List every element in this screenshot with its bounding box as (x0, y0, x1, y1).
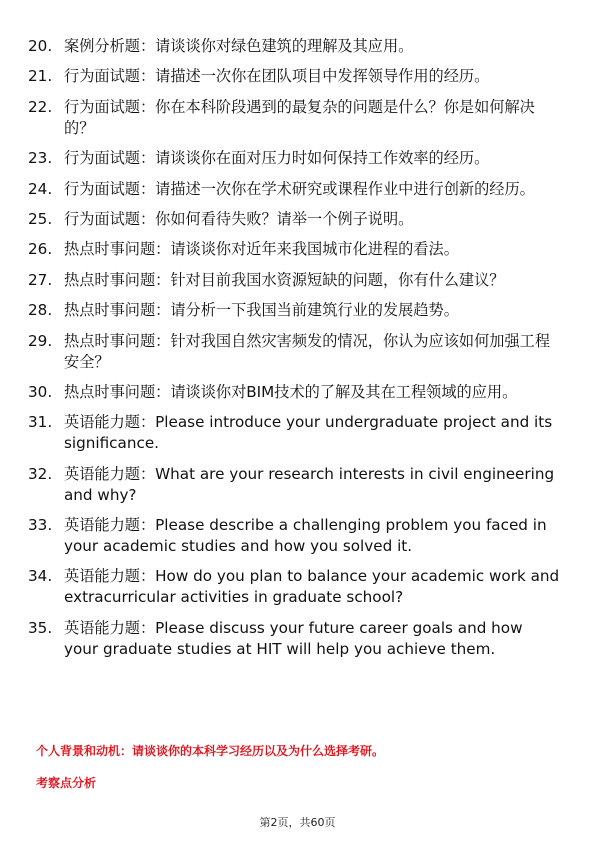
list-item (28, 179, 560, 200)
item-number: 25. (28, 209, 53, 228)
list-item (28, 270, 560, 291)
item-text: 热点时事问题：请分析一下我国当前建筑行业的发展趋势。 (64, 301, 459, 320)
list-item (28, 464, 560, 506)
item-number: 34. (28, 567, 53, 586)
list-item (28, 412, 560, 454)
item-number: 23. (28, 149, 53, 168)
item-number: 33. (28, 516, 53, 535)
list-item (28, 36, 560, 57)
list-item (28, 566, 560, 608)
section-heading: 个人背景和动机：请谈谈你的本科学习经历以及为什么选择考研。 (36, 744, 385, 758)
item-number: 26. (28, 240, 53, 259)
item-number: 29. (28, 331, 53, 350)
page-footer: 第2页，共60页 (259, 816, 336, 829)
list-item (28, 618, 560, 660)
section-subheading: 考察点分析 (36, 776, 97, 790)
item-text: 英语能力题：Please introduce your undergraduate project and its significance. (64, 413, 553, 453)
item-text: 英语能力题：How do you plan to balance your academic work and extracurricular activities in graduate school? (64, 567, 560, 607)
item-number: 24. (28, 179, 53, 198)
item-text: 热点时事问题：请谈谈你对近年来我国城市化进程的看法。 (64, 240, 459, 259)
item-text: 英语能力题：What are your research interests in civil engineering and why? (64, 464, 555, 504)
list-item (28, 331, 560, 373)
item-text: 热点时事问题：针对目前我国水资源短缺的问题，你有什么建议？ (64, 270, 505, 289)
item-text: 行为面试题：请描述一次你在学术研究或课程作业中进行创新的经历。 (64, 179, 535, 198)
item-number: 21. (28, 67, 53, 86)
item-number: 28. (28, 301, 53, 320)
list-item (28, 300, 560, 321)
list-item (28, 239, 560, 260)
item-text: 热点时事问题：针对我国自然灾害频发的情况，你认为应该如何加强工程安全？ (64, 331, 550, 371)
item-text: 行为面试题：你在本科阶段遇到的最复杂的问题是什么？你是如何解决的？ (64, 97, 535, 137)
item-number: 32. (28, 464, 53, 483)
item-number: 30. (28, 382, 53, 401)
question-list (28, 36, 560, 669)
item-text: 行为面试题：你如何看待失败？请举一个例子说明。 (64, 209, 414, 228)
item-text: 英语能力题：Please describe a challenging problem you faced in your academic studies and how you solved it. (64, 516, 547, 556)
item-text: 英语能力题：Please discuss your future career goals and how your graduate studies at HIT will help you achieve them. (64, 618, 523, 658)
item-text: 案例分析题：请谈谈你对绿色建筑的理解及其应用。 (64, 37, 414, 55)
item-number: 27. (28, 270, 53, 289)
item-text: 行为面试题：请描述一次你在团队项目中发挥领导作用的经历。 (64, 67, 490, 86)
list-item (28, 66, 560, 87)
list-item (28, 97, 560, 139)
list-item (28, 148, 560, 169)
item-number: 20. (28, 37, 53, 55)
item-number: 31. (28, 413, 53, 432)
item-text: 行为面试题：请谈谈你在面对压力时如何保持工作效率的经历。 (64, 149, 490, 168)
item-number: 22. (28, 97, 53, 116)
item-text: 热点时事问题：请谈谈你对BIM技术的了解及其在工程领域的应用。 (64, 382, 518, 401)
list-item (28, 382, 560, 403)
list-item (28, 515, 560, 557)
item-number: 35. (28, 618, 53, 637)
list-item (28, 209, 560, 230)
